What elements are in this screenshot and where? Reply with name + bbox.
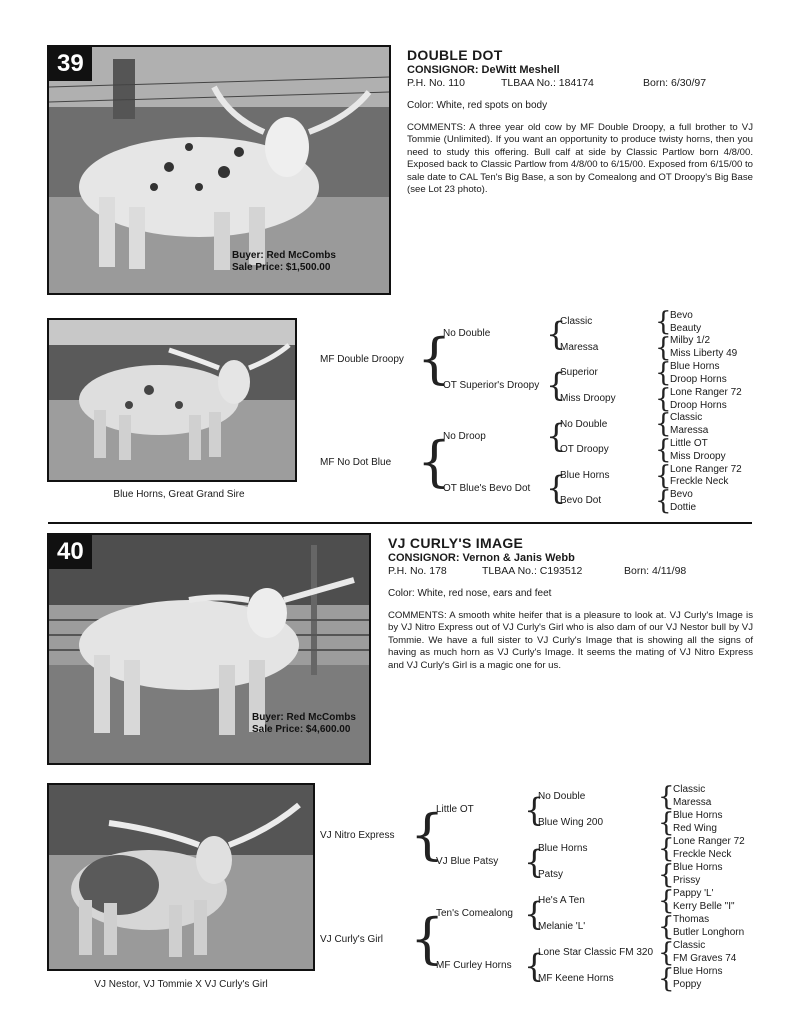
brace: {	[655, 333, 672, 363]
lot39-cow-photo	[47, 45, 391, 295]
brace: {	[658, 964, 675, 994]
pedigree-gen4: Maressa	[670, 425, 709, 436]
brace: {	[410, 907, 445, 970]
brace: {	[655, 358, 672, 388]
lot-title: DOUBLE DOT	[407, 47, 503, 63]
lot40-info	[388, 535, 753, 672]
pedigree-gen4: Little OT	[670, 438, 708, 449]
pedigree-gen3: Classic	[560, 316, 593, 327]
pedigree-gen4: Butler Longhorn	[673, 927, 745, 938]
pedigree-gen3: Bevo Dot	[560, 495, 602, 506]
pedigree-gen4: Blue Horns	[673, 810, 723, 821]
pedigree-gen3: Miss Droopy	[560, 393, 616, 404]
pedigree-gen3: No Double	[538, 791, 586, 802]
pedigree-gen4: Poppy	[673, 979, 702, 990]
pedigree-dam: MF No Dot Blue	[320, 457, 392, 468]
buyer-name: Buyer: Red McCombs	[252, 712, 356, 723]
brace: {	[417, 430, 452, 493]
brace: {	[655, 384, 672, 414]
brace: {	[658, 938, 675, 968]
pedigree-gen4: Prissy	[673, 875, 701, 886]
pedigree-gen3: MF Keene Horns	[538, 973, 614, 984]
brace: {	[546, 417, 567, 455]
lot-title: VJ CURLY'S IMAGE	[388, 535, 524, 551]
lot39-sire-photo	[47, 318, 297, 482]
brace: {	[658, 860, 675, 890]
pedigree-dam: VJ Curly's Girl	[320, 934, 384, 945]
pedigree-gen4: Lone Ranger 72	[673, 836, 745, 847]
brace: {	[658, 834, 675, 864]
pedigree-gen3: He's A Ten	[538, 895, 585, 906]
pedigree-gen3: Maressa	[560, 342, 599, 353]
brace: {	[417, 327, 452, 390]
consignor: CONSIGNOR: DeWitt Meshell	[407, 64, 560, 76]
brace: {	[658, 808, 675, 838]
brace: {	[546, 366, 567, 404]
pedigree-gen4: Freckle Neck	[673, 849, 732, 860]
registration-line	[407, 77, 753, 89]
lot40-sibling-photo	[47, 783, 315, 971]
lot40-cow-photo	[47, 533, 371, 765]
pedigree-sire: MF Double Droopy	[320, 354, 404, 365]
pedigree-gen3: Lone Star Classic FM 320	[538, 947, 654, 958]
brace: {	[658, 782, 675, 812]
pedigree-gen4: Classic	[673, 940, 706, 951]
comments: COMMENTS: A smooth white heifer that is a pleasure to look at. VJ Curly's Image is by VJ Nitro Express out of VJ Curly's Girl who is also dam of our VJ Nestor bull by VJ Tommie. We have a full sister to VJ Curly's Image that is showing all the signs of having as much horn as VJ Curly's Image. It seems the mating of VJ Nitro Express and VJ Curly's Girl is a magic one for us.	[388, 610, 753, 671]
pedigree-gen3: OT Droopy	[560, 444, 609, 455]
color-description: Color: White, red spots on body	[407, 100, 548, 111]
pedigree-sire: VJ Nitro Express	[320, 830, 395, 841]
pedigree-gen4: FM Graves 74	[673, 953, 737, 964]
pedigree-gen4: Blue Horns	[673, 966, 723, 977]
pedigree-gen4: Droop Horns	[670, 374, 727, 385]
pedigree-gen3: Superior	[560, 367, 598, 378]
pedigree-gen2: Little OT	[436, 804, 474, 815]
pedigree-gen4: Maressa	[673, 797, 712, 808]
pedigree-gen2: MF Curley Horns	[436, 960, 512, 971]
pedigree-gen2: No Double	[443, 328, 491, 339]
brace: {	[546, 315, 567, 353]
ph-number: P.H. No. 178	[388, 565, 447, 577]
brace: {	[546, 469, 567, 507]
pedigree-gen4: Lone Ranger 72	[670, 387, 742, 398]
pedigree-gen4: Droop Horns	[670, 400, 727, 411]
birth-date: Born: 4/11/98	[624, 565, 687, 577]
pedigree-gen4: Classic	[673, 784, 706, 795]
pedigree-gen4: Kerry Belle "I"	[673, 901, 735, 912]
pedigree-gen3: Blue Horns	[538, 843, 588, 854]
lot39-info	[407, 47, 753, 196]
buyer-info	[232, 250, 336, 274]
pedigree-gen2: OT Blue's Bevo Dot	[443, 483, 531, 494]
longhorn-cow-image	[49, 47, 389, 293]
pedigree-gen2: No Droop	[443, 431, 486, 442]
pedigree-gen4: Beauty	[670, 323, 702, 334]
pedigree-gen2: VJ Blue Patsy	[436, 856, 499, 867]
brace: {	[655, 307, 672, 337]
brace: {	[524, 791, 545, 829]
pedigree-gen4: Bevo	[670, 489, 693, 500]
brace: {	[655, 486, 672, 516]
pedigree-gen4: Freckle Neck	[670, 476, 729, 487]
pedigree-gen4: Bevo	[670, 310, 693, 321]
pedigree-gen4: Milby 1/2	[670, 335, 711, 346]
bull-image	[49, 320, 295, 480]
pedigree-gen3: No Double	[560, 419, 608, 430]
sire-photo-caption: Blue Horns, Great Grand Sire	[113, 489, 245, 500]
consignor: CONSIGNOR: Vernon & Janis Webb	[388, 552, 575, 564]
brace: {	[524, 843, 545, 881]
pedigree-gen4: Red Wing	[673, 823, 717, 834]
pedigree-gen4: Thomas	[673, 914, 710, 925]
pedigree-gen4: Classic	[670, 412, 703, 423]
buyer-info	[252, 712, 356, 736]
brace: {	[655, 409, 672, 439]
sibling-photo-caption: VJ Nestor, VJ Tommie X VJ Curly's Girl	[94, 979, 268, 990]
pedigree-gen3: Blue Wing 200	[538, 817, 604, 828]
pedigree-gen4: Blue Horns	[673, 862, 723, 873]
sale-price: Sale Price: $4,600.00	[252, 724, 351, 735]
ph-number: P.H. No. 110	[407, 77, 465, 89]
tlbaa-number: TLBAA No.: C193512	[482, 565, 583, 577]
pedigree-gen4: Miss Droopy	[670, 451, 726, 462]
pedigree-gen4: Pappy 'L'	[673, 888, 714, 899]
registration-line	[388, 565, 753, 577]
pedigree-gen3: Melanie 'L'	[538, 921, 586, 932]
brace: {	[658, 886, 675, 916]
comments: COMMENTS: A three year old cow by MF Double Droopy, a full brother to VJ Tommie (Unlimited). If you want an opportunity to produce twisty horns, then you need to study this offering. Bull calf at side by Classic Partlow born 4/8/00. Exposed back to Classic Partlow from 4/8/00 to 6/15/00. Exposed from 6/15/00 to sale date to CAL Ten's Big Base, a son by Comealong and OT Droopy's Big Base (see Lot 23 photo).	[407, 122, 753, 196]
pedigree-gen3: Patsy	[538, 869, 564, 880]
pedigree-gen4: Lone Ranger 72	[670, 464, 742, 475]
brace: {	[524, 895, 545, 933]
bull-image	[49, 785, 313, 969]
pedigree-gen2: OT Superior's Droopy	[443, 380, 540, 391]
pedigree-gen4: Blue Horns	[670, 361, 720, 372]
pedigree-gen4: Dottie	[670, 502, 697, 513]
pedigree-gen3: Blue Horns	[560, 470, 610, 481]
lot-number-badge: 39	[49, 47, 92, 81]
brace: {	[655, 435, 672, 465]
pedigree-gen4: Miss Liberty 49	[670, 348, 738, 359]
tlbaa-number: TLBAA No.: 184174	[501, 77, 594, 89]
brace: {	[410, 803, 445, 866]
lot-number-badge: 40	[49, 535, 92, 569]
birth-date: Born: 6/30/97	[643, 77, 707, 89]
buyer-name: Buyer: Red McCombs	[232, 250, 336, 261]
pedigree-gen2: Ten's Comealong	[436, 908, 513, 919]
brace: {	[658, 912, 675, 942]
section-divider	[48, 522, 752, 524]
color-description: Color: White, red nose, ears and feet	[388, 588, 552, 599]
sale-price: Sale Price: $1,500.00	[232, 262, 331, 273]
brace: {	[655, 461, 672, 491]
brace: {	[524, 947, 545, 985]
